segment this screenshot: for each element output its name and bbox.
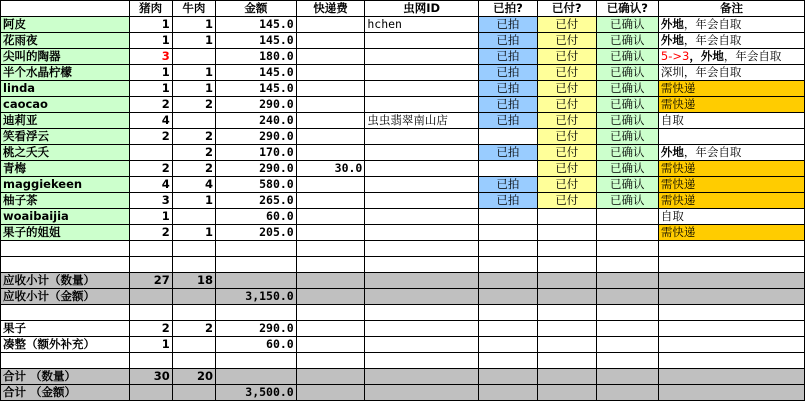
beef-cell[interactable]: 2: [172, 145, 215, 161]
empty-cell[interactable]: [658, 385, 804, 401]
beef-cell[interactable]: 1: [172, 225, 215, 241]
empty-cell[interactable]: [365, 305, 479, 321]
shipping-cell[interactable]: [296, 225, 365, 241]
name-cell[interactable]: 桃之夭夭: [1, 145, 130, 161]
empty-cell[interactable]: [296, 321, 365, 337]
note-bold-text: 外地: [660, 17, 684, 31]
note-cell[interactable]: [658, 65, 804, 81]
column-header[interactable]: 虫网ID: [365, 1, 479, 17]
id-cell[interactable]: [365, 193, 479, 209]
name-cell[interactable]: 柚子茶: [1, 193, 130, 209]
empty-row: [1, 257, 805, 273]
confirm-status-cell[interactable]: 已确认: [596, 65, 658, 81]
empty-cell[interactable]: [658, 353, 804, 369]
name-cell[interactable]: 凑整（额外补充）: [1, 337, 130, 353]
note-cell[interactable]: [658, 33, 804, 49]
name-cell[interactable]: 阿皮: [1, 17, 130, 33]
empty-cell[interactable]: [596, 289, 658, 305]
empty-cell[interactable]: [658, 369, 804, 385]
empty-cell[interactable]: [537, 353, 596, 369]
empty-cell[interactable]: [1, 305, 130, 321]
empty-cell[interactable]: [1, 241, 130, 257]
pork-cell[interactable]: 2: [129, 225, 172, 241]
subtotal-amount-row: [1, 289, 805, 305]
shot-status-cell[interactable]: 已拍: [479, 193, 538, 209]
empty-cell[interactable]: [365, 273, 479, 289]
amount-cell[interactable]: 240.0: [216, 113, 297, 129]
shot-status-cell[interactable]: 已拍: [479, 65, 538, 81]
note-cell[interactable]: [658, 145, 804, 161]
pork-cell[interactable]: 1: [129, 33, 172, 49]
empty-cell[interactable]: [658, 273, 804, 289]
table-row: [1, 17, 805, 33]
empty-cell[interactable]: [479, 273, 538, 289]
id-cell[interactable]: [365, 161, 479, 177]
empty-cell[interactable]: [296, 369, 365, 385]
empty-cell[interactable]: [296, 305, 365, 321]
shipping-cell[interactable]: [296, 193, 365, 209]
empty-row: [1, 305, 805, 321]
shipping-cell[interactable]: [296, 81, 365, 97]
name-cell[interactable]: 果子的姐姐: [1, 225, 130, 241]
beef-cell[interactable]: 1: [172, 193, 215, 209]
confirm-status-cell[interactable]: 已确认: [596, 193, 658, 209]
id-cell[interactable]: 虫虫翡翠南山店: [365, 113, 479, 129]
name-cell[interactable]: 青梅: [1, 161, 130, 177]
table-row: [1, 97, 805, 113]
amount-cell[interactable]: 580.0: [216, 177, 297, 193]
shot-status-cell[interactable]: 已拍: [479, 145, 538, 161]
empty-cell[interactable]: [479, 321, 538, 337]
note-cell[interactable]: [658, 209, 804, 225]
empty-row: [1, 241, 805, 257]
name-cell[interactable]: 果子: [1, 321, 130, 337]
shipping-cell[interactable]: [296, 129, 365, 145]
amount-cell[interactable]: 3,150.0: [216, 289, 297, 305]
confirm-status-cell[interactable]: 已确认: [596, 129, 658, 145]
note-text: 需快递: [660, 161, 696, 175]
pork-cell[interactable]: [129, 289, 172, 305]
amount-cell[interactable]: 290.0: [216, 97, 297, 113]
note-cell[interactable]: [658, 161, 804, 177]
summary-label[interactable]: 应收小计（数量）: [1, 273, 130, 289]
amount-cell[interactable]: 60.0: [216, 337, 297, 353]
amount-cell[interactable]: 145.0: [216, 33, 297, 49]
confirm-status-cell[interactable]: 已确认: [596, 17, 658, 33]
note-text: 需快递: [660, 193, 696, 207]
paid-status-cell[interactable]: [537, 209, 596, 225]
empty-cell[interactable]: [365, 257, 479, 273]
pork-cell[interactable]: 2: [129, 321, 172, 337]
table-row: [1, 113, 805, 129]
paid-status-cell[interactable]: 已付: [537, 161, 596, 177]
note-text: 自取: [660, 113, 684, 127]
note-text: 需快递: [660, 225, 696, 239]
amount-cell[interactable]: 290.0: [216, 129, 297, 145]
paid-status-cell[interactable]: 已付: [537, 193, 596, 209]
paid-status-cell[interactable]: 已付: [537, 129, 596, 145]
amount-cell[interactable]: 145.0: [216, 65, 297, 81]
name-cell[interactable]: woaibaijia: [1, 209, 130, 225]
empty-cell[interactable]: [479, 305, 538, 321]
empty-cell[interactable]: [479, 337, 538, 353]
summary-label[interactable]: 应收小计（金额）: [1, 289, 130, 305]
beef-cell[interactable]: 2: [172, 129, 215, 145]
empty-cell[interactable]: [129, 257, 172, 273]
shipping-cell[interactable]: 30.0: [296, 161, 365, 177]
note-cell[interactable]: [658, 193, 804, 209]
empty-cell[interactable]: [172, 305, 215, 321]
empty-cell[interactable]: [537, 337, 596, 353]
empty-cell[interactable]: [216, 305, 297, 321]
shot-status-cell[interactable]: 已拍: [479, 81, 538, 97]
confirm-status-cell[interactable]: 已确认: [596, 177, 658, 193]
shipping-cell[interactable]: [296, 49, 365, 65]
subtotal-quantity-row: [1, 273, 805, 289]
note-text: 需快递: [660, 177, 696, 191]
amount-cell[interactable]: 170.0: [216, 145, 297, 161]
empty-cell[interactable]: [296, 337, 365, 353]
pork-cell[interactable]: [129, 385, 172, 401]
name-cell[interactable]: linda: [1, 81, 130, 97]
empty-cell[interactable]: [216, 257, 297, 273]
empty-cell[interactable]: [296, 289, 365, 305]
shipping-cell[interactable]: [296, 113, 365, 129]
shot-status-cell[interactable]: 已拍: [479, 33, 538, 49]
pork-cell[interactable]: 2: [129, 129, 172, 145]
column-header[interactable]: 牛肉: [172, 1, 215, 17]
table-row: [1, 81, 805, 97]
id-cell[interactable]: [365, 33, 479, 49]
note-text: ，年会自取: [723, 49, 782, 63]
table-row: [1, 33, 805, 49]
total-amount-row: [1, 385, 805, 401]
column-header[interactable]: 金额: [216, 1, 297, 17]
empty-cell[interactable]: [129, 305, 172, 321]
amount-cell[interactable]: 60.0: [216, 209, 297, 225]
column-header[interactable]: 备注: [658, 1, 804, 17]
column-header[interactable]: [1, 1, 130, 17]
id-cell[interactable]: [365, 177, 479, 193]
empty-cell[interactable]: [537, 257, 596, 273]
shipping-cell[interactable]: [296, 177, 365, 193]
note-bold-text: 外地: [660, 145, 684, 159]
empty-cell[interactable]: [596, 305, 658, 321]
amount-cell[interactable]: [216, 369, 297, 385]
pork-cell[interactable]: 2: [129, 97, 172, 113]
amount-cell[interactable]: 290.0: [216, 161, 297, 177]
beef-cell[interactable]: 2: [172, 161, 215, 177]
empty-cell[interactable]: [537, 369, 596, 385]
empty-cell[interactable]: [537, 321, 596, 337]
shot-status-cell[interactable]: 已拍: [479, 49, 538, 65]
shipping-cell[interactable]: [296, 33, 365, 49]
empty-cell[interactable]: [479, 353, 538, 369]
empty-cell[interactable]: [216, 241, 297, 257]
note-cell[interactable]: [658, 49, 804, 65]
pork-cell[interactable]: 3: [129, 49, 172, 65]
pork-cell[interactable]: 1: [129, 209, 172, 225]
beef-cell[interactable]: 2: [172, 321, 215, 337]
note-bold-text: 外地: [660, 33, 684, 47]
empty-cell[interactable]: [296, 257, 365, 273]
empty-cell[interactable]: [1, 257, 130, 273]
empty-cell[interactable]: [596, 385, 658, 401]
empty-cell[interactable]: [479, 369, 538, 385]
beef-cell[interactable]: 2: [172, 97, 215, 113]
empty-cell[interactable]: [172, 257, 215, 273]
id-cell[interactable]: [365, 49, 479, 65]
note-text: 需快递: [660, 97, 696, 111]
empty-cell[interactable]: [596, 353, 658, 369]
empty-cell[interactable]: [596, 337, 658, 353]
note-cell[interactable]: [658, 81, 804, 97]
note-text: 深圳，年会自取: [660, 65, 742, 79]
empty-cell[interactable]: [658, 321, 804, 337]
note-cell[interactable]: [658, 17, 804, 33]
summary-label[interactable]: 合计 （数量）: [1, 369, 130, 385]
id-cell[interactable]: [365, 145, 479, 161]
summary-label[interactable]: 合计 （金额）: [1, 385, 130, 401]
empty-cell[interactable]: [365, 337, 479, 353]
empty-cell[interactable]: [129, 241, 172, 257]
shot-status-cell[interactable]: [479, 129, 538, 145]
empty-cell[interactable]: [365, 369, 479, 385]
empty-cell[interactable]: [365, 385, 479, 401]
header-row: [1, 1, 805, 17]
paid-status-cell[interactable]: 已付: [537, 145, 596, 161]
empty-row: [1, 353, 805, 369]
confirm-status-cell[interactable]: 已确认: [596, 145, 658, 161]
empty-cell[interactable]: [596, 273, 658, 289]
name-cell[interactable]: 花雨夜: [1, 33, 130, 49]
name-cell[interactable]: 尖叫的陶器: [1, 49, 130, 65]
confirm-status-cell[interactable]: 已确认: [596, 97, 658, 113]
pork-cell[interactable]: 1: [129, 81, 172, 97]
empty-cell[interactable]: [296, 385, 365, 401]
note-red-text: 5->3: [660, 49, 690, 63]
confirm-status-cell[interactable]: [596, 209, 658, 225]
amount-cell[interactable]: [216, 273, 297, 289]
id-cell[interactable]: [365, 97, 479, 113]
empty-cell[interactable]: [596, 241, 658, 257]
column-header[interactable]: 已付?: [537, 1, 596, 17]
column-header[interactable]: 已确认?: [596, 1, 658, 17]
beef-cell[interactable]: 1: [172, 65, 215, 81]
paid-status-cell[interactable]: 已付: [537, 65, 596, 81]
confirm-status-cell[interactable]: 已确认: [596, 161, 658, 177]
note-cell[interactable]: [658, 129, 804, 145]
beef-cell[interactable]: [172, 337, 215, 353]
name-cell[interactable]: 迪莉亚: [1, 113, 130, 129]
pork-cell[interactable]: 1: [129, 337, 172, 353]
table-row: [1, 161, 805, 177]
shot-status-cell[interactable]: 已拍: [479, 177, 538, 193]
paid-status-cell[interactable]: 已付: [537, 113, 596, 129]
beef-cell[interactable]: [172, 49, 215, 65]
extra-row: [1, 321, 805, 337]
beef-cell[interactable]: 18: [172, 273, 215, 289]
empty-cell[interactable]: [365, 321, 479, 337]
empty-cell[interactable]: [596, 321, 658, 337]
paid-status-cell[interactable]: 已付: [537, 49, 596, 65]
empty-cell[interactable]: [537, 385, 596, 401]
name-cell[interactable]: 半个水晶柠檬: [1, 65, 130, 81]
note-cell[interactable]: [658, 225, 804, 241]
empty-cell[interactable]: [658, 289, 804, 305]
table-row: [1, 177, 805, 193]
confirm-status-cell[interactable]: [596, 225, 658, 241]
empty-cell[interactable]: [296, 241, 365, 257]
empty-cell[interactable]: [216, 353, 297, 369]
amount-cell[interactable]: 3,500.0: [216, 385, 297, 401]
extra-row: [1, 337, 805, 353]
table-row: [1, 65, 805, 81]
name-cell[interactable]: 笑看浮云: [1, 129, 130, 145]
empty-cell[interactable]: [479, 385, 538, 401]
pork-cell[interactable]: 1: [129, 17, 172, 33]
shipping-cell[interactable]: [296, 209, 365, 225]
id-cell[interactable]: [365, 81, 479, 97]
id-cell[interactable]: [365, 225, 479, 241]
confirm-status-cell[interactable]: 已确认: [596, 81, 658, 97]
confirm-status-cell[interactable]: 已确认: [596, 113, 658, 129]
pork-cell[interactable]: 4: [129, 177, 172, 193]
pork-cell[interactable]: 30: [129, 369, 172, 385]
note-cell[interactable]: [658, 97, 804, 113]
empty-cell[interactable]: [479, 241, 538, 257]
empty-cell[interactable]: [479, 289, 538, 305]
paid-status-cell[interactable]: 已付: [537, 17, 596, 33]
shot-status-cell[interactable]: 已拍: [479, 97, 538, 113]
beef-cell[interactable]: 1: [172, 17, 215, 33]
empty-cell[interactable]: [172, 353, 215, 369]
name-cell[interactable]: caocao: [1, 97, 130, 113]
note-bold-text: ，外地: [689, 49, 724, 63]
empty-cell[interactable]: [296, 273, 365, 289]
beef-cell[interactable]: [172, 209, 215, 225]
shot-status-cell[interactable]: 已拍: [479, 17, 538, 33]
confirm-status-cell[interactable]: 已确认: [596, 49, 658, 65]
pork-cell[interactable]: [129, 145, 172, 161]
confirm-status-cell[interactable]: 已确认: [596, 33, 658, 49]
empty-cell[interactable]: [596, 257, 658, 273]
table-row: [1, 209, 805, 225]
name-cell[interactable]: maggiekeen: [1, 177, 130, 193]
beef-cell[interactable]: [172, 385, 215, 401]
amount-cell[interactable]: 290.0: [216, 321, 297, 337]
note-text: ，年会自取: [683, 33, 742, 47]
note-cell[interactable]: [658, 177, 804, 193]
empty-cell[interactable]: [658, 257, 804, 273]
id-cell[interactable]: hchen: [365, 17, 479, 33]
pork-cell[interactable]: 27: [129, 273, 172, 289]
beef-cell[interactable]: [172, 289, 215, 305]
shipping-cell[interactable]: [296, 145, 365, 161]
amount-cell[interactable]: 265.0: [216, 193, 297, 209]
paid-status-cell[interactable]: 已付: [537, 97, 596, 113]
empty-cell[interactable]: [172, 241, 215, 257]
amount-cell[interactable]: 145.0: [216, 81, 297, 97]
pork-cell[interactable]: 2: [129, 161, 172, 177]
total-quantity-row: [1, 369, 805, 385]
note-text: 需快递: [660, 81, 696, 95]
empty-cell[interactable]: [365, 353, 479, 369]
beef-cell[interactable]: 1: [172, 81, 215, 97]
empty-cell[interactable]: [537, 273, 596, 289]
shot-status-cell[interactable]: [479, 225, 538, 241]
empty-cell[interactable]: [365, 241, 479, 257]
empty-cell[interactable]: [658, 241, 804, 257]
note-cell[interactable]: [658, 113, 804, 129]
empty-cell[interactable]: [537, 289, 596, 305]
amount-cell[interactable]: 145.0: [216, 17, 297, 33]
id-cell[interactable]: [365, 129, 479, 145]
beef-cell[interactable]: 1: [172, 33, 215, 49]
amount-cell[interactable]: 205.0: [216, 225, 297, 241]
beef-cell[interactable]: 4: [172, 177, 215, 193]
shipping-cell[interactable]: [296, 65, 365, 81]
id-cell[interactable]: [365, 209, 479, 225]
shipping-cell[interactable]: [296, 17, 365, 33]
empty-cell[interactable]: [537, 305, 596, 321]
id-cell[interactable]: [365, 65, 479, 81]
shot-status-cell[interactable]: [479, 209, 538, 225]
table-row: [1, 145, 805, 161]
note-text: ，年会自取: [683, 145, 742, 159]
paid-status-cell[interactable]: 已付: [537, 177, 596, 193]
empty-cell[interactable]: [296, 353, 365, 369]
shot-status-cell[interactable]: [479, 161, 538, 177]
empty-cell[interactable]: [537, 241, 596, 257]
empty-cell[interactable]: [479, 257, 538, 273]
table-row: [1, 225, 805, 241]
shipping-cell[interactable]: [296, 97, 365, 113]
pork-cell[interactable]: 3: [129, 193, 172, 209]
pork-cell[interactable]: 4: [129, 113, 172, 129]
paid-status-cell[interactable]: 已付: [537, 81, 596, 97]
column-header[interactable]: 猪肉: [129, 1, 172, 17]
empty-cell[interactable]: [129, 353, 172, 369]
shot-status-cell[interactable]: 已拍: [479, 113, 538, 129]
amount-cell[interactable]: 180.0: [216, 49, 297, 65]
table-row: [1, 129, 805, 145]
table-row: [1, 193, 805, 209]
pork-cell[interactable]: 1: [129, 65, 172, 81]
empty-cell[interactable]: [658, 305, 804, 321]
empty-cell[interactable]: [1, 353, 130, 369]
paid-status-cell[interactable]: [537, 225, 596, 241]
beef-cell[interactable]: [172, 113, 215, 129]
paid-status-cell[interactable]: 已付: [537, 33, 596, 49]
empty-cell[interactable]: [596, 369, 658, 385]
note-text: ，年会自取: [683, 17, 742, 31]
table-row: [1, 49, 805, 65]
column-header[interactable]: 快递费: [296, 1, 365, 17]
beef-cell[interactable]: 20: [172, 369, 215, 385]
note-text: 自取: [660, 209, 684, 223]
column-header[interactable]: 已拍?: [479, 1, 538, 17]
empty-cell[interactable]: [658, 337, 804, 353]
empty-cell[interactable]: [365, 289, 479, 305]
